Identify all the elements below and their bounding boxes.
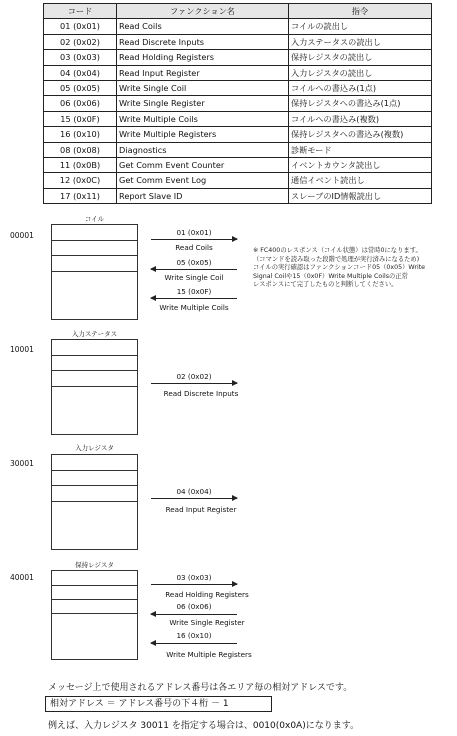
holding-f3-name: Write Multiple Registers — [166, 650, 252, 659]
holding-memory-block — [51, 570, 138, 660]
discrete-address: 10001 — [10, 345, 34, 354]
header-code: コード — [44, 4, 117, 19]
coil-title: コイル — [84, 215, 105, 223]
holding-f1-code: 03 (0x03) — [176, 573, 212, 582]
table-row — [44, 96, 432, 111]
cell-command: 保持レジスタの読出し — [289, 50, 432, 65]
input-reg-f1-name: Read Input Register — [165, 505, 237, 514]
input-reg-block-divider — [52, 501, 137, 502]
input-reg-memory-block — [51, 454, 138, 550]
cell-command: 保持レジスタへの書込み(複数) — [289, 127, 432, 142]
discrete-title: 入力ステータス — [71, 330, 118, 338]
input-reg-block-divider — [52, 485, 137, 486]
cell-code: 04 (0x04) — [44, 65, 117, 80]
cell-function: Diagnostics — [117, 142, 289, 157]
cell-function: Get Comm Event Log — [117, 173, 289, 188]
cell-code: 05 (0x05) — [44, 81, 117, 96]
relative-address-note: メッセージ上で使用されるアドレス番号は各エリア毎の相対アドレスです。 — [48, 683, 353, 693]
note-line: ※ FC400のレスポンス（コイル状態）は常時0になります。 — [253, 247, 422, 254]
cell-function: Write Multiple Coils — [117, 111, 289, 126]
cell-code: 01 (0x01) — [44, 19, 117, 34]
coil-block-divider — [52, 255, 137, 256]
cell-command: コイルの読出し — [289, 19, 432, 34]
coil-response-note — [253, 247, 453, 290]
cell-command: コイルへの書込み(1点) — [289, 81, 432, 96]
holding-f1-name: Read Holding Registers — [165, 590, 249, 599]
coil-f2-name: Write Single Coil — [164, 273, 224, 282]
discrete-f1-name: Read Discrete Inputs — [163, 389, 239, 398]
cell-code: 15 (0x0F) — [44, 111, 117, 126]
cell-code: 08 (0x08) — [44, 142, 117, 157]
cell-function: Get Comm Event Counter — [117, 158, 289, 173]
table-row — [44, 19, 432, 34]
discrete-f1-code: 02 (0x02) — [176, 372, 212, 381]
holding-f3-code: 16 (0x10) — [176, 631, 212, 640]
write-arrow — [151, 614, 237, 615]
discrete-block-divider — [52, 386, 137, 387]
cell-command: イベントカウンタ読出し — [289, 158, 432, 173]
coil-memory-block — [51, 224, 138, 320]
holding-block-divider — [52, 599, 137, 600]
cell-command: 入力ステータスの読出し — [289, 34, 432, 49]
write-arrow — [151, 643, 237, 644]
cell-command: スレーブのID情報読出し — [289, 188, 432, 203]
discrete-memory-block — [51, 339, 138, 435]
holding-block-divider — [52, 585, 137, 586]
coil-f3-code: 15 (0x0F) — [176, 287, 212, 296]
read-arrow — [151, 498, 237, 499]
cell-function: Read Holding Registers — [117, 50, 289, 65]
header-command: 指令 — [289, 4, 432, 19]
coil-f2-code: 05 (0x05) — [176, 258, 212, 267]
cell-command: 入力レジスタの読出し — [289, 65, 432, 80]
cell-command: コイルへの書込み(複数) — [289, 111, 432, 126]
cell-code: 11 (0x0B) — [44, 158, 117, 173]
table-row — [44, 34, 432, 49]
note-line: （コマンドを読み取った段階で処理が実行済みになるため) — [253, 255, 420, 263]
cell-function: Read Discrete Inputs — [117, 34, 289, 49]
note-line: Signal Coilや15（0x0F）Write Multiple Coilsの正常 — [253, 272, 408, 280]
note-line: レスポンスにて完了したものと判断してください。 — [253, 281, 398, 289]
discrete-block-divider — [52, 355, 137, 356]
table-row — [44, 65, 432, 80]
cell-code: 06 (0x06) — [44, 96, 117, 111]
input-reg-f1-code: 04 (0x04) — [176, 487, 212, 496]
table-row — [44, 50, 432, 65]
holding-f2-code: 06 (0x06) — [176, 602, 212, 611]
table-row — [44, 158, 432, 173]
coil-block-divider — [52, 240, 137, 241]
cell-function: Read Input Register — [117, 65, 289, 80]
holding-f2-name: Write Single Register — [169, 618, 245, 627]
cell-command: 通信イベント読出し — [289, 173, 432, 188]
coil-block-divider — [52, 271, 137, 272]
read-arrow — [151, 383, 237, 384]
cell-command: 保持レジスタへの書込み(1点) — [289, 96, 432, 111]
table-row — [44, 111, 432, 126]
cell-function: Write Single Coil — [117, 81, 289, 96]
note-line: コイルの実行確認はファンクションコード05（0x05）Write — [253, 264, 426, 272]
function-code-table — [43, 3, 432, 204]
table-row — [44, 142, 432, 157]
table-row — [44, 173, 432, 188]
holding-block-divider — [52, 613, 137, 614]
coil-f1-code: 01 (0x01) — [176, 228, 212, 237]
holding-address: 40001 — [10, 573, 34, 582]
relative-address-formula: 相対アドレス ＝ アドレス番号の下４桁 － 1 — [45, 696, 272, 712]
coil-address: 00001 — [10, 231, 34, 240]
coil-f3-name: Write Multiple Coils — [159, 303, 229, 312]
cell-function: Report Slave ID — [117, 188, 289, 203]
write-arrow — [151, 298, 237, 299]
cell-code: 02 (0x02) — [44, 34, 117, 49]
discrete-block-divider — [52, 370, 137, 371]
relative-address-example: 例えば、入力レジスタ 30011 を指定する場合は、0010(0x0A)になります。 — [48, 721, 360, 731]
table-row — [44, 188, 432, 203]
input-reg-address: 30001 — [10, 459, 34, 468]
input-reg-block-divider — [52, 470, 137, 471]
read-arrow — [151, 239, 237, 240]
cell-command: 診断モード — [289, 142, 432, 157]
header-function-name: ファンクション名 — [117, 4, 289, 19]
read-arrow — [151, 584, 237, 585]
cell-function: Write Single Register — [117, 96, 289, 111]
input-reg-title: 入力レジスタ — [75, 444, 114, 452]
table-header-row — [44, 4, 432, 19]
holding-title: 保持レジスタ — [75, 561, 114, 569]
coil-f1-name: Read Coils — [175, 243, 213, 252]
cell-function: Read Coils — [117, 19, 289, 34]
cell-code: 17 (0x11) — [44, 188, 117, 203]
cell-code: 12 (0x0C) — [44, 173, 117, 188]
cell-code: 03 (0x03) — [44, 50, 117, 65]
cell-function: Write Multiple Registers — [117, 127, 289, 142]
table-row — [44, 127, 432, 142]
cell-code: 16 (0x10) — [44, 127, 117, 142]
write-arrow — [151, 269, 237, 270]
table-row — [44, 81, 432, 96]
